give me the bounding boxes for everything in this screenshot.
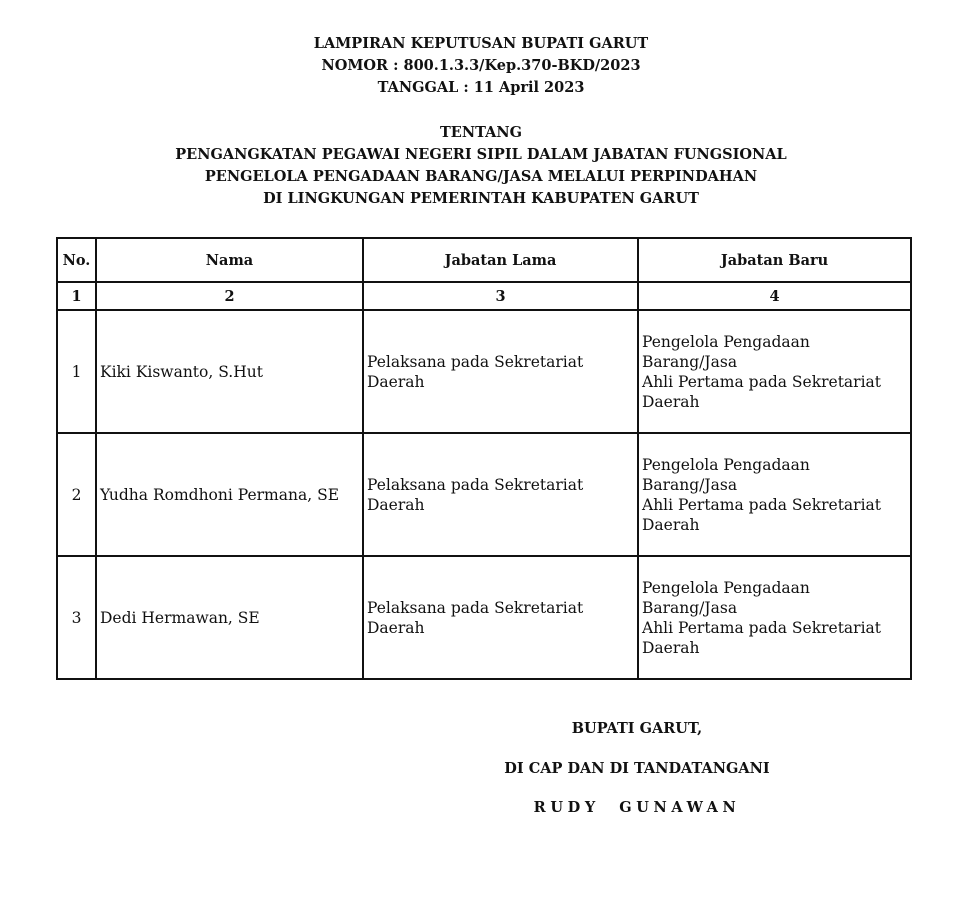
old-position [363,310,638,433]
old-position-line: Daerah [367,372,425,391]
signatory-name: RUDY GUNAWAN [533,799,741,816]
new-position-line: Daerah [642,638,700,657]
old-position [363,556,638,679]
document-header [0,33,962,99]
table-row [57,310,911,433]
new-position [638,556,911,679]
subject-tentang: TENTANG [440,124,522,141]
new-position [638,433,911,556]
new-position-line: Daerah [642,515,700,534]
new-position-line: Ahli Pertama pada Sekretariat [642,618,881,637]
subject-line-3: DI LINGKUNGAN PEMERINTAH KABUPATEN GARUT [263,190,699,207]
employee-name: Dedi Hermawan, SE [96,556,363,679]
table-header-row [57,238,911,282]
old-position-line: Pelaksana pada Sekretariat [367,598,584,617]
old-position-line: Pelaksana pada Sekretariat [367,475,584,494]
column-number: 2 [96,282,363,310]
row-number: 2 [57,433,96,556]
column-number-row [57,282,911,310]
column-header-jabatan-lama: Jabatan Lama [363,238,638,282]
employee-name: Yudha Romdhoni Permana, SE [96,433,363,556]
table-row [57,433,911,556]
new-position-line: Pengelola Pengadaan Barang/Jasa [642,332,810,371]
column-number: 4 [638,282,911,310]
old-position-line: Pelaksana pada Sekretariat [367,352,584,371]
header-number: NOMOR : 800.1.3.3/Kep.370-BKD/2023 [321,57,641,74]
column-number: 1 [57,282,96,310]
row-number: 3 [57,556,96,679]
column-header-no: No. [57,238,96,282]
column-number: 3 [363,282,638,310]
old-position [363,433,638,556]
row-number: 1 [57,310,96,433]
employee-name: Kiki Kiswanto, S.Hut [96,310,363,433]
new-position [638,310,911,433]
new-position-line: Ahli Pertama pada Sekretariat [642,372,881,391]
table-row [57,556,911,679]
new-position-line: Pengelola Pengadaan Barang/Jasa [642,455,810,494]
old-position-line: Daerah [367,495,425,514]
header-title: LAMPIRAN KEPUTUSAN BUPATI GARUT [313,35,649,52]
old-position-line: Daerah [367,618,425,637]
header-date: TANGGAL : 11 April 2023 [377,79,585,96]
subject-line-1: PENGANGKATAN PEGAWAI NEGERI SIPIL DALAM JABATAN FUNGSIONAL [175,146,787,163]
new-position-line: Pengelola Pengadaan Barang/Jasa [642,578,810,617]
new-position-line: Daerah [642,392,700,411]
column-header-nama: Nama [96,238,363,282]
column-header-jabatan-baru: Jabatan Baru [638,238,911,282]
signature-note: DI CAP DAN DI TANDATANGANI [504,760,770,777]
appointment-table [56,237,912,680]
new-position-line: Ahli Pertama pada Sekretariat [642,495,881,514]
document-subject [0,122,962,210]
signature-title: BUPATI GARUT, [571,720,703,737]
subject-line-2: PENGELOLA PENGADAAN BARANG/JASA MELALUI PERPINDAHAN [204,168,758,185]
